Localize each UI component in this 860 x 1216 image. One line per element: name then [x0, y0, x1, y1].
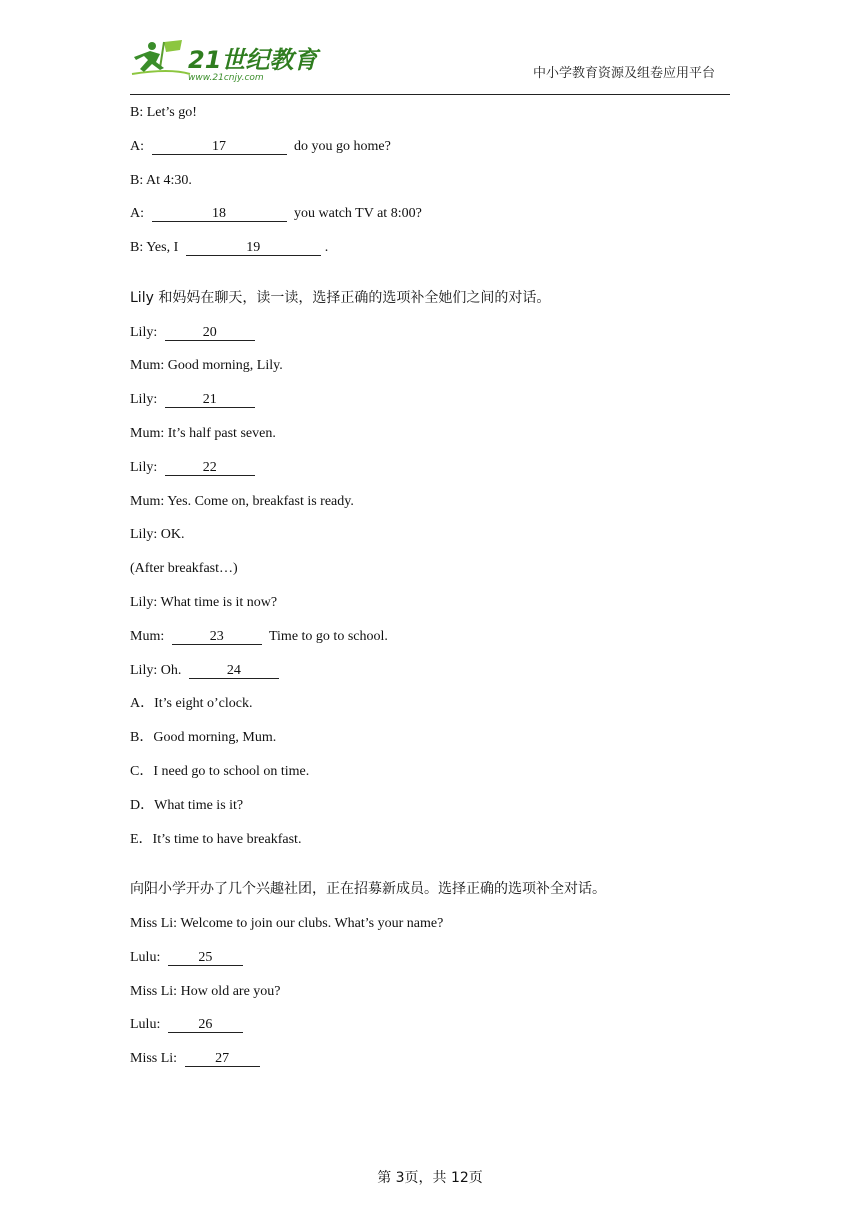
- section-instruction: 向阳小学开办了几个兴趣社团，正在招募新成员。选择正确的选项补全对话。: [130, 881, 606, 898]
- dialogue-line: Lulu: 25: [130, 949, 730, 966]
- dialogue-line: Lily: Oh. 24: [130, 662, 730, 679]
- stage-direction: (After breakfast…): [130, 561, 238, 577]
- answer-blank-17[interactable]: 17: [152, 140, 287, 155]
- option-e: E．It’s time to have breakfast.: [130, 831, 302, 847]
- dialogue-line: B: At 4:30.: [130, 172, 192, 188]
- option-c: C．I need go to school on time.: [130, 763, 310, 779]
- dialogue-line: A: 18 you watch TV at 8:00?: [130, 206, 422, 222]
- section-instruction: Lily 和妈妈在聊天，读一读，选择正确的选项补全她们之间的对话。: [130, 289, 551, 306]
- dialogue-line: Mum: It’s half past seven.: [130, 425, 276, 441]
- answer-blank-18[interactable]: 18: [152, 207, 287, 222]
- answer-blank-19[interactable]: 19: [186, 241, 321, 256]
- dialogue-line: Mum: Good morning, Lily.: [130, 358, 283, 374]
- option-b: B．Good morning, Mum.: [130, 730, 277, 746]
- dialogue-line: B: Yes, I 19 .: [130, 240, 329, 256]
- answer-blank-23[interactable]: 23: [172, 630, 262, 645]
- answer-blank-21[interactable]: 21: [165, 393, 255, 408]
- dialogue-line: Lily: 22: [130, 459, 730, 476]
- platform-name: 中小学教育资源及组卷应用平台: [532, 66, 715, 81]
- answer-blank-25[interactable]: 25: [168, 951, 243, 966]
- dialogue-line: Mum: 23 Time to go to school.: [130, 628, 388, 644]
- svg-text:www.21cnjy.com: www.21cnjy.com: [188, 73, 264, 83]
- page-header: [0, 0, 860, 100]
- dialogue-line: Miss Li: Welcome to join our clubs. What’s your name?: [130, 915, 444, 931]
- svg-text:21世纪教育: 21世纪教育: [188, 46, 318, 74]
- dialogue-line: A: 17 do you go home?: [130, 138, 391, 154]
- dialogue-line: B: Let’s go!: [130, 105, 197, 120]
- dialogue-line: Lulu: 26: [130, 1016, 730, 1033]
- dialogue-line: Lily: OK.: [130, 527, 185, 543]
- runner-logo-icon: [130, 38, 318, 83]
- dialogue-line: Lily: 21: [130, 391, 730, 408]
- answer-blank-27[interactable]: 27: [185, 1052, 260, 1067]
- header-divider: [130, 94, 730, 95]
- option-a: A．It’s eight o’clock.: [130, 696, 253, 712]
- dialogue-line: Miss Li: 27: [130, 1050, 730, 1067]
- answer-blank-26[interactable]: 26: [168, 1018, 243, 1033]
- option-d: D．What time is it?: [130, 797, 244, 813]
- dialogue-line: Lily: What time is it now?: [130, 594, 278, 610]
- page-number: 第 3页，共 12页: [377, 1170, 483, 1186]
- answer-blank-24[interactable]: 24: [189, 664, 279, 679]
- dialogue-line: Miss Li: How old are you?: [130, 983, 281, 999]
- logo: [130, 38, 318, 83]
- document-body: [130, 104, 730, 1084]
- answer-blank-20[interactable]: 20: [165, 326, 255, 341]
- dialogue-line: Mum: Yes. Come on, breakfast is ready.: [130, 493, 354, 509]
- answer-blank-22[interactable]: 22: [165, 461, 255, 476]
- dialogue-line: Lily: 20: [130, 324, 730, 341]
